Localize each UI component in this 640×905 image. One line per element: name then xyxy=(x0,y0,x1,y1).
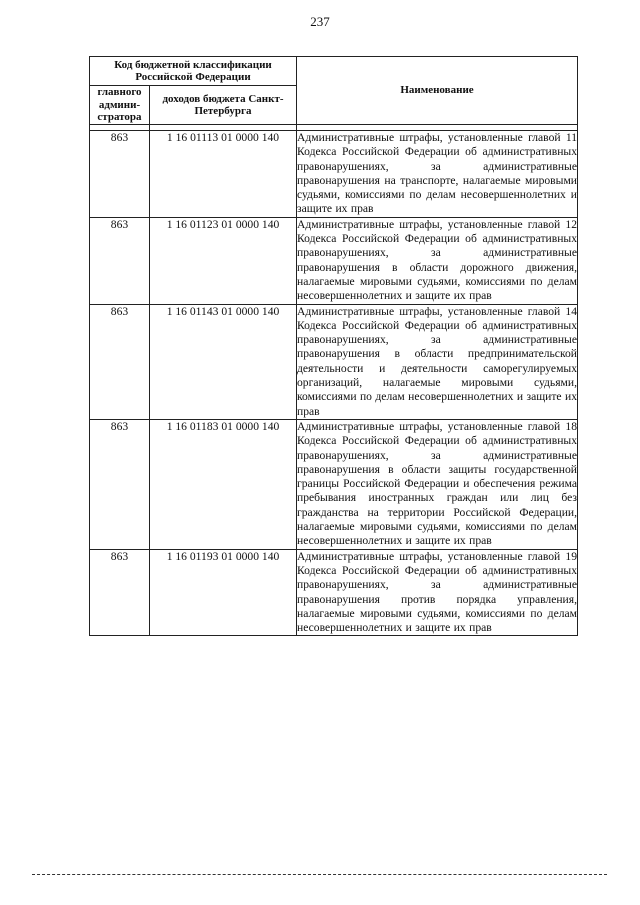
table-row xyxy=(90,419,578,549)
footer-divider xyxy=(32,874,607,875)
cell-name: Административные штрафы, установленные главой 19 Кодекса Российской Федерации об административных правонарушениях, за административные правонарушения против порядка управления, налагаемые мировыми судьями, комиссиями по делам несовершеннолетних и защите их прав xyxy=(297,549,577,635)
table-header-row xyxy=(90,57,578,86)
cell-revenue-code: 1 16 01183 01 0000 140 xyxy=(150,419,297,549)
cell-name: Административные штрафы, установленные главой 12 Кодекса Российской Федерации об административных правонарушениях, за административные правонарушения в области дорожного движения, налагаемые мировыми судьями, комиссиями по делам несовершеннолетних и защите их прав xyxy=(297,217,577,303)
table-row xyxy=(90,549,578,636)
table-row xyxy=(90,304,578,419)
header-budget-revenue-code: доходов бюджета Санкт-Петербурга xyxy=(150,86,297,125)
cell-revenue-code: 1 16 01193 01 0000 140 xyxy=(150,549,297,636)
cell-name: Административные штрафы, установленные главой 14 Кодекса Российской Федерации об административных правонарушениях, за административные правонарушения в области предпринимательской деятельности и деятельности саморегулируемых организаций, налагаемые мировыми судьями, комиссиями по делам несовершеннолетних и защите их прав xyxy=(297,304,577,418)
cell-revenue-code: 1 16 01123 01 0000 140 xyxy=(150,217,297,304)
cell-revenue-code: 1 16 01113 01 0000 140 xyxy=(150,131,297,218)
header-chief-administrator: главного админи-стратора xyxy=(90,86,150,125)
cell-admin-code: 863 xyxy=(90,419,150,549)
cell-name: Административные штрафы, установленные главой 11 Кодекса Российской Федерации об административных правонарушениях, за административные правонарушения на транспорте, налагаемые мировыми судьями, комиссиями по делам несовершеннолетних и защите их прав xyxy=(297,131,577,216)
table-row xyxy=(90,131,578,218)
cell-name: Административные штрафы, установленные главой 18 Кодекса Российской Федерации об административных правонарушениях, за административные правонарушения в области защиты государственной границы Российской Федерации и обеспечения режима пребывания иностранных граждан или лиц без гражданства на территории Российской Федерации, налагаемые мировыми судьями, комиссиями по делам несовершеннолетних и защите их прав xyxy=(297,419,577,548)
page-number: 237 xyxy=(310,14,330,29)
cell-admin-code: 863 xyxy=(90,549,150,636)
cell-admin-code: 863 xyxy=(90,304,150,419)
table-row xyxy=(90,217,578,304)
budget-classification-table xyxy=(89,56,578,636)
cell-revenue-code: 1 16 01143 01 0000 140 xyxy=(150,304,297,419)
header-budget-classification-code: Код бюджетной классификации Российской Федерации xyxy=(90,57,297,86)
cell-admin-code: 863 xyxy=(90,217,150,304)
cell-admin-code: 863 xyxy=(90,131,150,218)
header-name: Наименование xyxy=(297,57,578,125)
